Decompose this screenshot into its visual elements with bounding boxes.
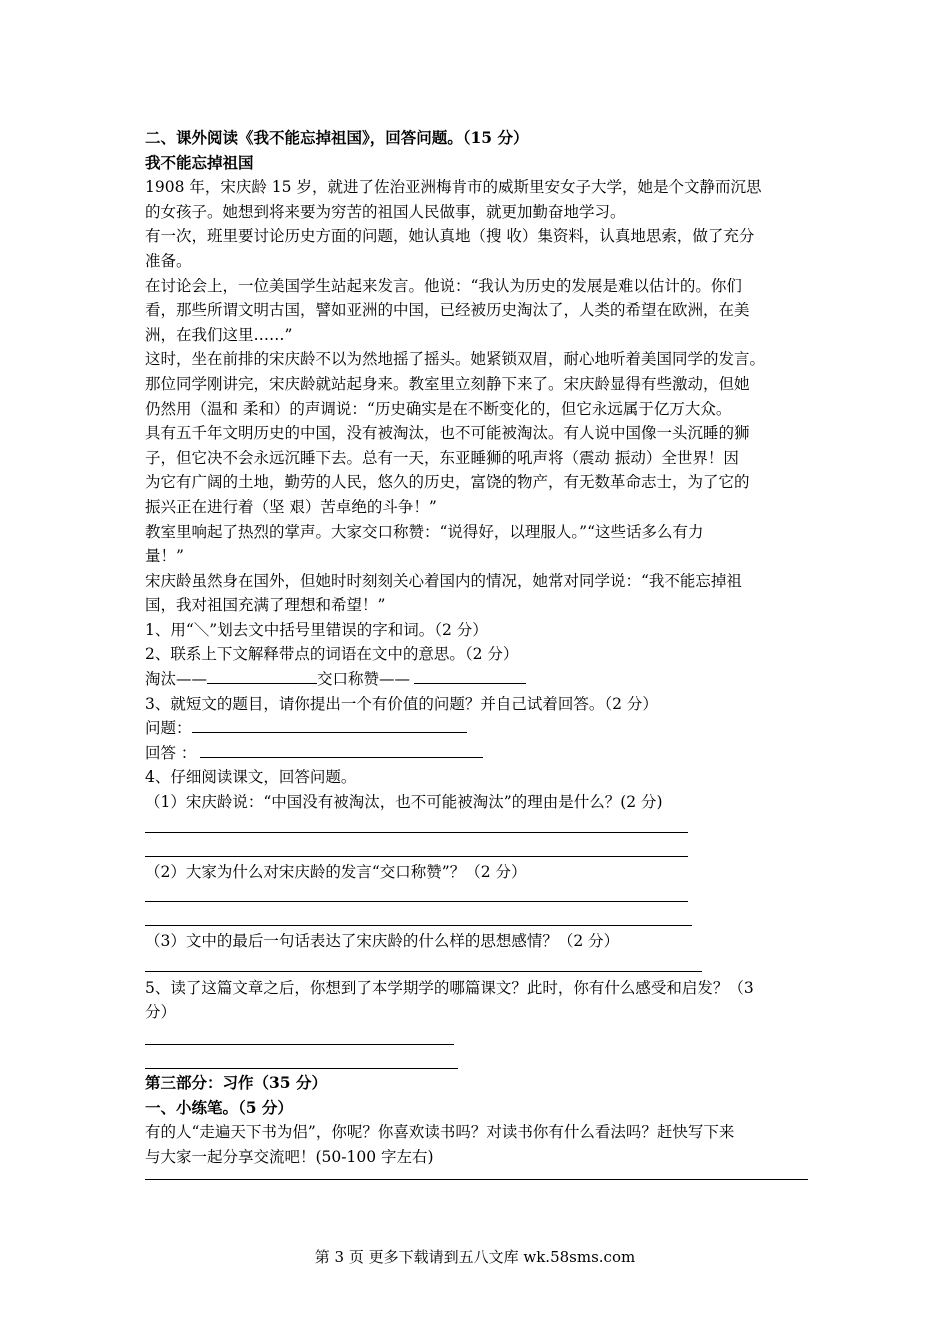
answer-blank[interactable]	[414, 667, 526, 684]
passage-line: 这时，坐在前排的宋庆龄不以为然地摇了摇头。她紧锁双眉，耐心地听着美国同学的发言。	[145, 350, 766, 369]
answer-blank[interactable]	[207, 667, 317, 684]
question-2: 2、联系上下文解释带点的词语在文中的意思。（2 分）	[145, 645, 519, 664]
question-3-answer-row	[145, 741, 810, 766]
part-3-heading: 第三部分：习作（35 分）	[145, 1073, 327, 1092]
answer-line[interactable]	[145, 954, 702, 972]
passage-line: 在讨论会上，一位美国学生站起来发言。他说：“我认为历史的发展是难以估计的。你们	[145, 276, 742, 295]
term-label: 交口称赞——	[317, 670, 411, 689]
question-5: 5、读了这篇文章之后，你想到了本学期学的哪篇课文？此时，你有什么感受和启发？（3	[145, 978, 754, 997]
question-label: 问题：	[145, 719, 192, 738]
passage-title: 我不能忘掉祖国	[145, 152, 254, 172]
answer-blank[interactable]	[200, 741, 483, 758]
answer-line[interactable]	[145, 1051, 458, 1069]
passage-line: 看，那些所谓文明古国，譬如亚洲的中国，已经被历史淘汰了，人类的希望在欧洲，在美	[145, 301, 750, 320]
page-content	[145, 126, 810, 1186]
passage-line: 为它有广阔的土地，勤劳的人民，悠久的历史，富饶的物产，有无数革命志士，为了它的	[145, 473, 750, 492]
part-3-subheading: 一、小练笔。（5 分）	[145, 1097, 293, 1117]
passage-line: 仍然用（温和 柔和）的声调说：“历史确实是在不断变化的，但它永远属于亿万大众。	[145, 399, 732, 418]
question-4-2: （2）大家为什么对宋庆龄的发言“交口称赞”？（2 分）	[145, 862, 527, 881]
writing-prompt-cont: 与大家一起分享交流吧！(50-100 字左右)	[145, 1147, 434, 1166]
question-blank[interactable]	[192, 716, 467, 733]
passage-line: 量！”	[145, 547, 184, 566]
answer-line[interactable]	[145, 884, 688, 902]
passage-line: 宋庆龄虽然身在国外，但她时时刻刻关心着国内的情况，她常对同学说：“我不能忘掉祖	[145, 571, 742, 590]
writing-prompt: 有的人“走遍天下书为侣”，你呢？你喜欢读书吗？对读书你有什么看法吗？赶快写下来	[145, 1123, 735, 1142]
question-4: 4、仔细阅读课文，回答问题。	[145, 768, 357, 787]
term-label: 淘汰——	[145, 670, 208, 689]
passage-line: 有一次，班里要讨论历史方面的问题，她认真地（搜 收）集资料，认真地思索，做了充分	[145, 227, 755, 246]
passage-line: 子，但它决不会永远沉睡下去。总有一天，东亚睡狮的吼声将（震动 振动）全世界！因	[145, 448, 739, 467]
question-1: 1、用“＼”划去文中括号里错误的字和词。（2 分）	[145, 620, 488, 639]
section-heading: 二、课外阅读《我不能忘掉祖国》，回答问题。（15 分）	[145, 128, 529, 147]
passage-line: 具有五千年文明历史的中国，没有被淘汰，也不可能被淘汰。有人说中国像一头沉睡的狮	[145, 424, 750, 443]
question-3: 3、就短文的题目，请你提出一个有价值的问题？并自己试着回答。（2 分）	[145, 694, 658, 713]
question-2-answers	[145, 667, 810, 692]
question-3-question-row	[145, 716, 810, 741]
answer-line[interactable]	[145, 839, 688, 857]
answer-label: 回答 ：	[145, 743, 197, 762]
writing-line[interactable]	[145, 1169, 808, 1180]
passage-line: 1908 年，宋庆龄 15 岁，就进了佐治亚洲梅肯市的威斯里安女子大学，她是个文静而沉思	[145, 178, 762, 197]
passage-line: 的女孩子。她想到将来要为穷苦的祖国人民做事，就更加勤奋地学习。	[145, 202, 626, 221]
question-5-cont: 分）	[145, 1003, 177, 1022]
passage-line: 那位同学刚讲完，宋庆龄就站起身来。教室里立刻静下来了。宋庆龄显得有些激动，但她	[145, 374, 750, 393]
page-footer: 第 3 页 更多下载请到五八文库 wk.58sms.com	[314, 1248, 636, 1266]
passage	[145, 175, 810, 618]
question-4-1: （1）宋庆龄说：“中国没有被淘汰，也不可能被淘汰”的理由是什么？(2 分)	[145, 793, 663, 812]
answer-line[interactable]	[145, 1027, 454, 1045]
passage-line: 准备。	[145, 251, 192, 270]
passage-line: 振兴正在进行着（坚 艰）苦卓绝的斗争！”	[145, 497, 437, 516]
question-4-3: （3）文中的最后一句话表达了宋庆龄的什么样的思想感情？（2 分）	[145, 932, 620, 951]
passage-line: 国，我对祖国充满了理想和希望！”	[145, 596, 386, 615]
passage-line: 教室里响起了热烈的掌声。大家交口称赞：“说得好，以理服人。”“这些话多么有力	[145, 522, 704, 541]
answer-line[interactable]	[145, 815, 688, 833]
passage-line: 洲，在我们这里……”	[145, 325, 293, 344]
answer-line[interactable]	[145, 908, 692, 926]
